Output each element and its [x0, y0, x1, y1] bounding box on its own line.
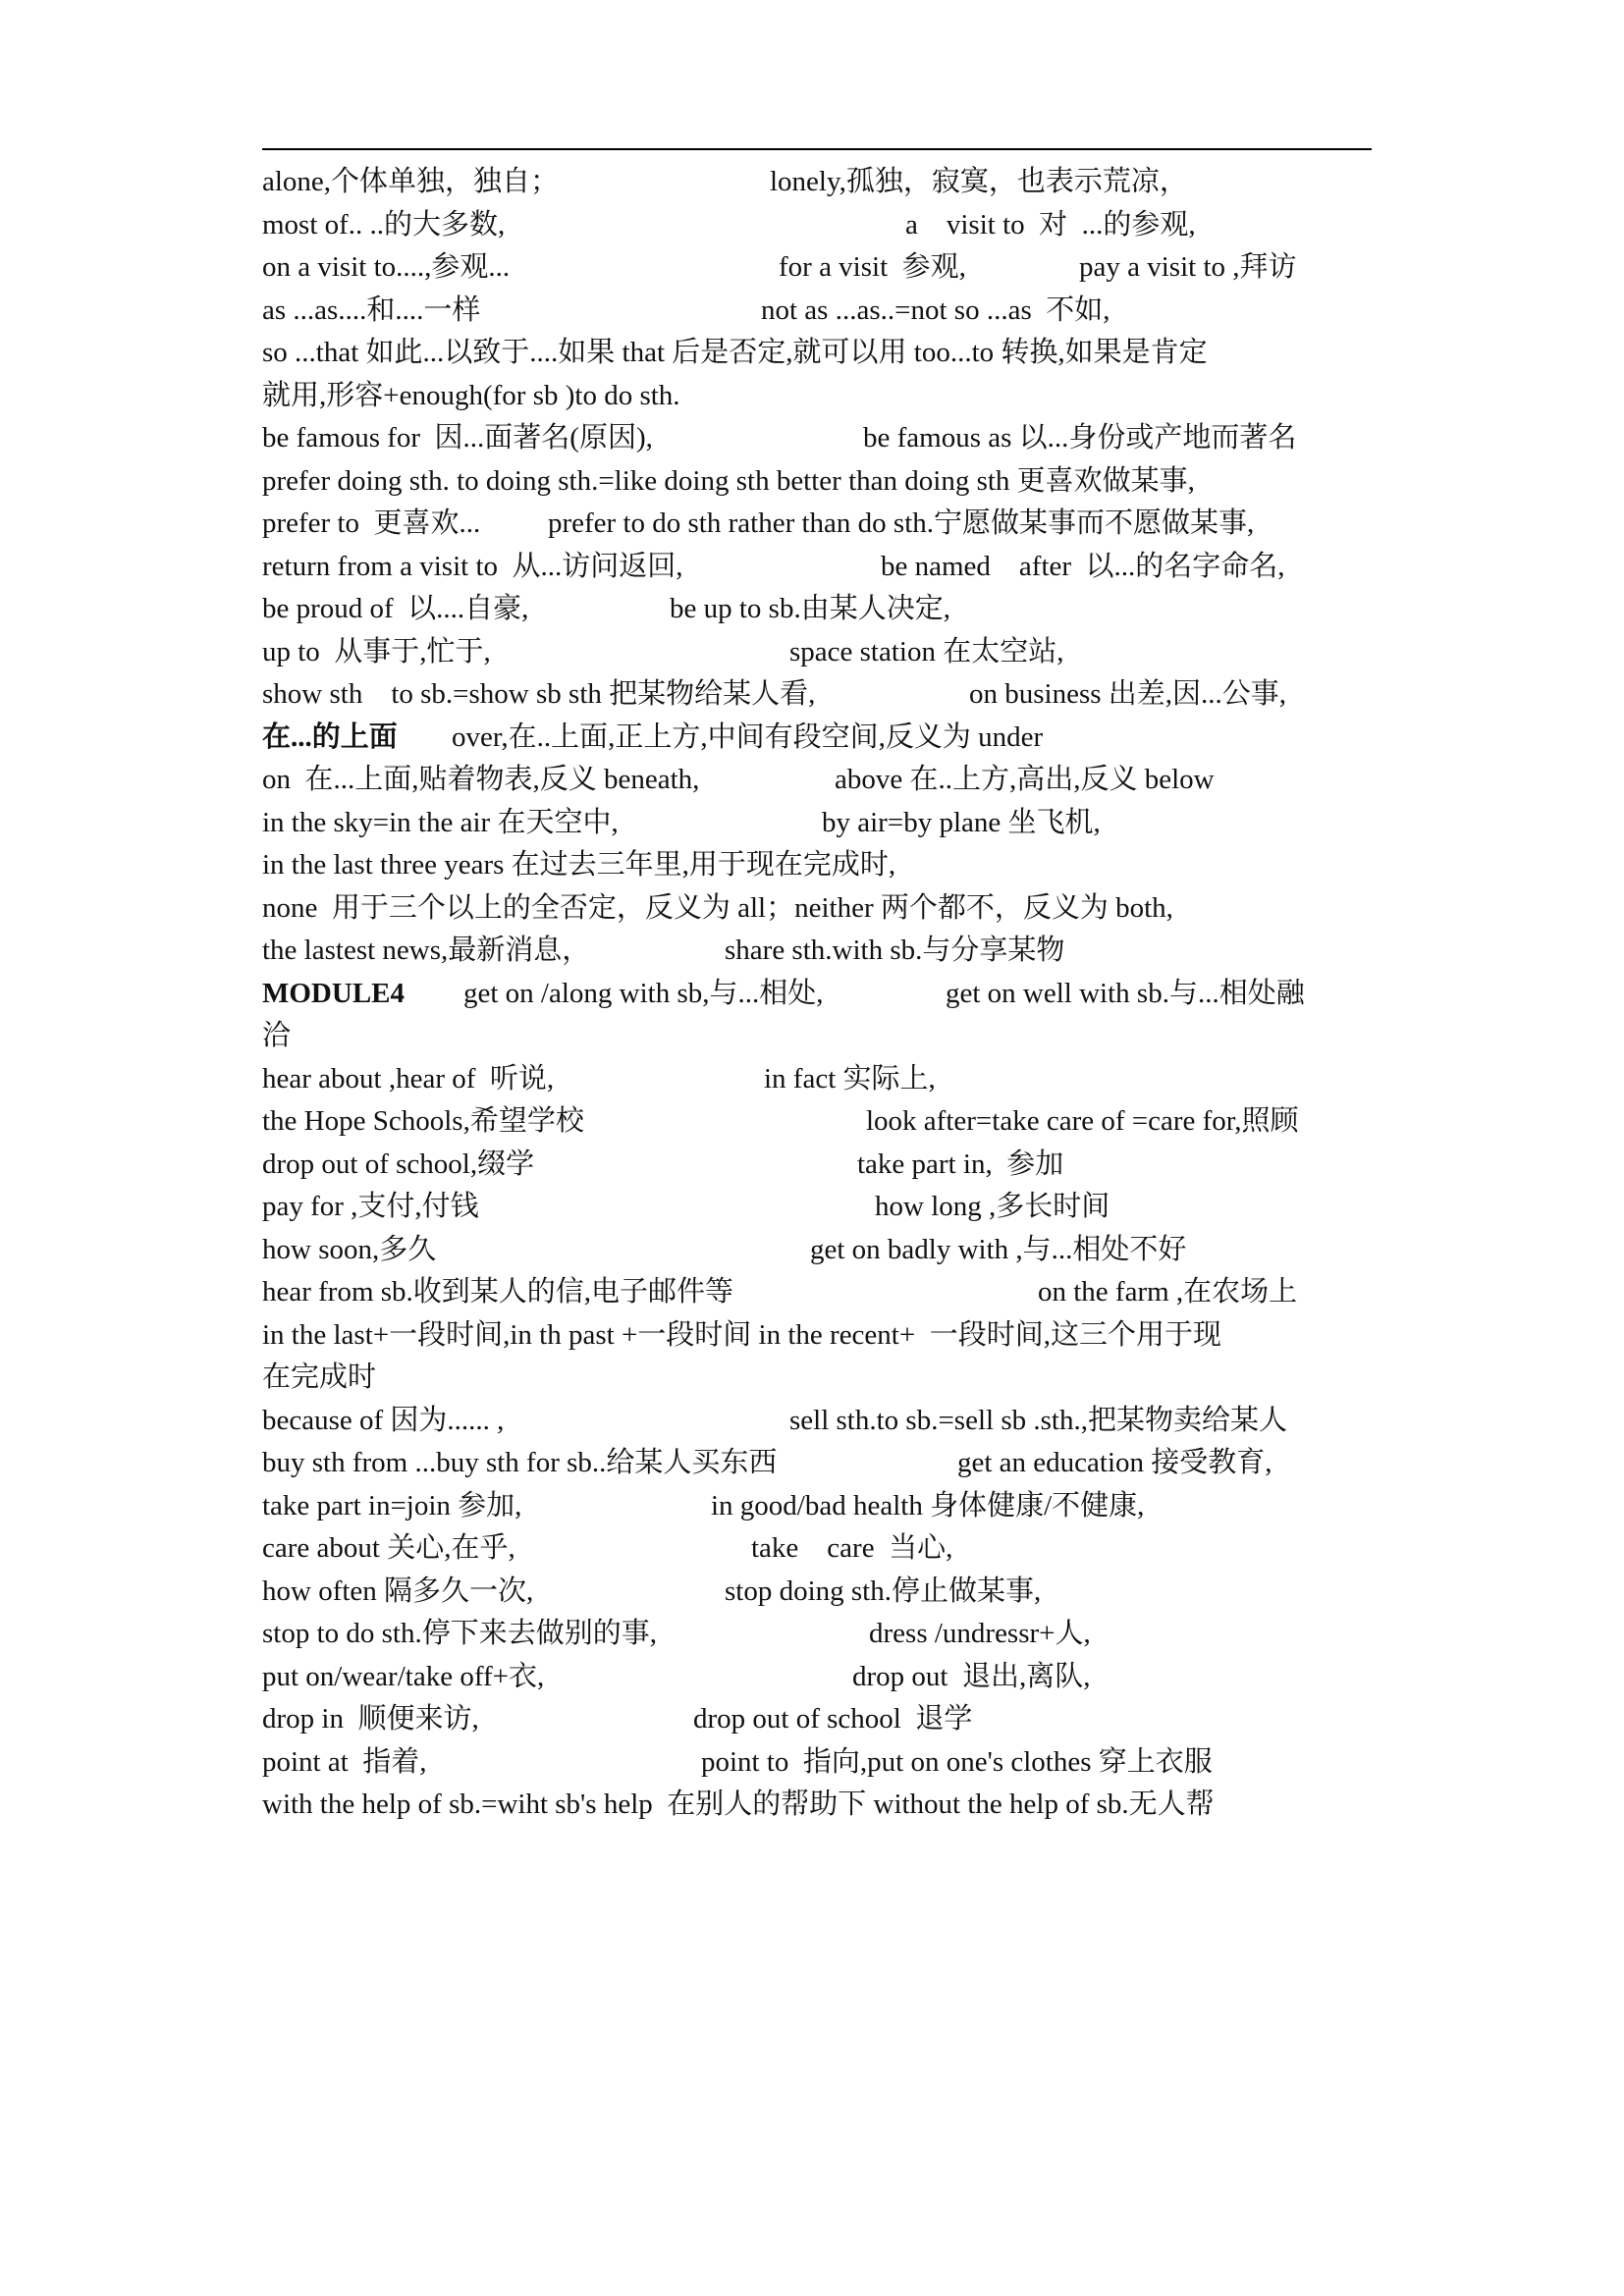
phrase-entry: hear from sb.收到某人的信,电子邮件等	[262, 1276, 734, 1308]
phrase-entry: lonely,孤独，寂寞，也表示荒凉，	[770, 166, 1188, 197]
text-line	[0, 1570, 1624, 1613]
text-line	[0, 459, 1624, 503]
text-line	[0, 545, 1624, 588]
text-line	[0, 289, 1624, 332]
phrase-entry: take care 当心,	[751, 1532, 953, 1564]
phrase-entry: how soon,多久	[262, 1233, 437, 1265]
phrase-entry: most of.. ..的大多数,	[262, 208, 506, 240]
phrase-entry: sell sth.to sb.=sell sb .sth.,把某物卖给某人	[789, 1404, 1287, 1436]
text-line	[0, 1014, 1624, 1057]
phrase-entry: how long ,多长时间	[875, 1191, 1110, 1222]
text-line	[0, 1612, 1624, 1655]
phrase-entry: take part in=join 参加,	[262, 1489, 522, 1522]
text-line	[0, 1441, 1624, 1484]
phrase-entry: prefer to 更喜欢...	[262, 507, 481, 539]
text-line	[0, 160, 1624, 203]
phrase-entry: be famous for 因...面著名(原因),	[262, 422, 653, 454]
text-line	[0, 1099, 1624, 1143]
phrase-entry: prefer doing sth. to doing sth.=like doing sth better than doing sth 更喜欢做某事,	[262, 464, 1195, 497]
text-line	[0, 331, 1624, 374]
phrase-entry: hear about ,hear of 听说,	[262, 1062, 555, 1095]
text-line	[0, 1740, 1624, 1784]
phrase-entry: space station 在太空站,	[789, 635, 1064, 667]
text-line	[0, 1356, 1624, 1399]
text-line	[0, 1057, 1624, 1100]
header-rule	[262, 148, 1372, 150]
text-line	[0, 843, 1624, 886]
phrase-entry: in good/bad health 身体健康/不健康,	[711, 1489, 1145, 1522]
text-line	[0, 1185, 1624, 1228]
text-line	[0, 1399, 1624, 1442]
text-line	[0, 1270, 1624, 1313]
phrase-entry: alone,个体单独，独自；	[262, 166, 560, 197]
phrase-entry: a visit to 对 ...的参观,	[905, 208, 1196, 240]
phrase-entry: stop to do sth.停下来去做别的事,	[262, 1618, 657, 1649]
text-line	[0, 1143, 1624, 1186]
phrase-entry: in the last three years 在过去三年里,用于现在完成时,	[262, 849, 896, 881]
phrase-entry: get on badly with ,与...相处不好	[810, 1233, 1187, 1265]
phrase-entry: how often 隔多久一次,	[262, 1575, 534, 1607]
text-line	[0, 801, 1624, 844]
phrase-entry: none 用于三个以上的全否定，反义为 all；neither 两个都不，反义为 both,	[262, 891, 1173, 924]
phrase-entry: drop out 退出,离队,	[852, 1660, 1091, 1692]
phrase-entry: stop doing sth.停止做某事,	[725, 1575, 1042, 1607]
phrase-entry: for a visit 参观,	[779, 251, 966, 283]
phrase-entry: take part in, 参加	[857, 1148, 1064, 1180]
phrase-entry: drop out of school,缀学	[262, 1148, 535, 1180]
phrase-entry: in the last+一段时间,in th past +一段时间 in the recent+ 一段时间,这三个用于现	[262, 1318, 1221, 1351]
phrase-entry: 在完成时	[262, 1362, 377, 1393]
phrase-entry: with the help of sb.=wiht sb's help 在别人的帮助下 without the help of sb.无人帮	[262, 1789, 1215, 1820]
phrase-entry: point to 指向,put on one's clothes 穿上衣服	[701, 1745, 1213, 1778]
phrase-entry: care about 关心,在乎,	[262, 1532, 515, 1564]
text-line	[0, 1526, 1624, 1570]
phrase-entry: in the sky=in the air 在天空中,	[262, 806, 619, 838]
text-line	[0, 416, 1624, 459]
text-line	[0, 374, 1624, 417]
text-line	[0, 672, 1624, 716]
phrase-entry: pay for ,支付,付钱	[262, 1191, 479, 1222]
text-line	[0, 929, 1624, 972]
phrase-entry: get on /along with sb,与...相处,	[463, 977, 824, 1009]
phrase-entry: because of 因为...... ,	[262, 1404, 505, 1436]
phrase-entry: by air=by plane 坐飞机,	[822, 806, 1101, 838]
text-line	[0, 1655, 1624, 1698]
phrase-entry: get an education 接受教育,	[957, 1447, 1272, 1478]
phrase-entry: buy sth from ...buy sth for sb..给某人买东西	[262, 1447, 778, 1478]
phrase-entry: share sth.with sb.与分享某物	[725, 934, 1065, 966]
phrase-entry: prefer to do sth rather than do sth.宁愿做某事而不愿做某事,	[548, 507, 1255, 539]
phrase-entry: on business 出差,因...公事,	[969, 678, 1287, 710]
phrase-entry: over,在..上面,正上方,中间有段空间,反义为 under	[452, 721, 1044, 753]
phrase-entry: look after=take care of =care for,照顾	[866, 1105, 1299, 1137]
text-line	[0, 1484, 1624, 1527]
phrase-entry: be proud of 以....自豪,	[262, 593, 529, 624]
text-line	[0, 203, 1624, 246]
phrase-entry: so ...that 如此...以致于....如果 that 后是否定,就可以用 too...to 转换,如果是肯定	[262, 337, 1208, 368]
text-line	[0, 630, 1624, 673]
phrase-entry: 就用,形容+enough(for sb )to do sth.	[262, 379, 680, 411]
text-line	[0, 245, 1624, 289]
text-line	[0, 972, 1624, 1015]
phrase-entry: on 在...上面,贴着物表,反义 beneath,	[262, 764, 700, 795]
phrase-entry: the lastest news,最新消息，	[262, 934, 591, 966]
phrase-entry: drop in 顺便来访,	[262, 1703, 479, 1735]
phrase-entry: on a visit to....,参观...	[262, 251, 511, 283]
phrase-entry: dress /undressr+人,	[869, 1618, 1091, 1649]
phrase-entry: put on/wear/take off+衣,	[262, 1660, 545, 1692]
phrase-entry: pay a visit to ,拜访	[1079, 251, 1297, 283]
phrase-entry: point at 指着,	[262, 1745, 427, 1778]
phrase-entry: be up to sb.由某人决定,	[670, 593, 950, 624]
phrase-entry: in fact 实际上,	[764, 1062, 936, 1095]
text-line	[0, 1697, 1624, 1740]
phrase-entry: on the farm ,在农场上	[1038, 1276, 1298, 1308]
phrase-entry: be famous as 以...身份或产地而著名	[863, 422, 1297, 454]
phrase-entry: above 在..上方,高出,反义 below	[835, 764, 1215, 795]
text-line	[0, 1783, 1624, 1826]
section-heading: 在...的上面	[262, 721, 398, 753]
phrase-entry: the Hope Schools,希望学校	[262, 1105, 584, 1137]
phrase-entry: as ...as....和....一样	[262, 294, 481, 326]
phrase-entry: return from a visit to 从...访问返回,	[262, 550, 683, 582]
phrase-entry: 洽	[262, 1020, 292, 1051]
text-line	[0, 1228, 1624, 1271]
text-line	[0, 502, 1624, 545]
text-line	[0, 587, 1624, 630]
text-line	[0, 886, 1624, 930]
text-line	[0, 716, 1624, 759]
phrase-entry: drop out of school 退学	[693, 1703, 973, 1735]
phrase-entry: show sth to sb.=show sb sth 把某物给某人看,	[262, 678, 816, 710]
text-line	[0, 758, 1624, 801]
phrase-entry: not as ...as..=not so ...as 不如,	[761, 294, 1110, 326]
phrase-entry: be named after 以...的名字命名,	[881, 550, 1285, 582]
phrase-entry: get on well with sb.与...相处融	[946, 977, 1305, 1009]
section-heading: MODULE4	[262, 977, 405, 1009]
phrase-entry: up to 从事于,忙于,	[262, 635, 491, 667]
text-line	[0, 1313, 1624, 1357]
